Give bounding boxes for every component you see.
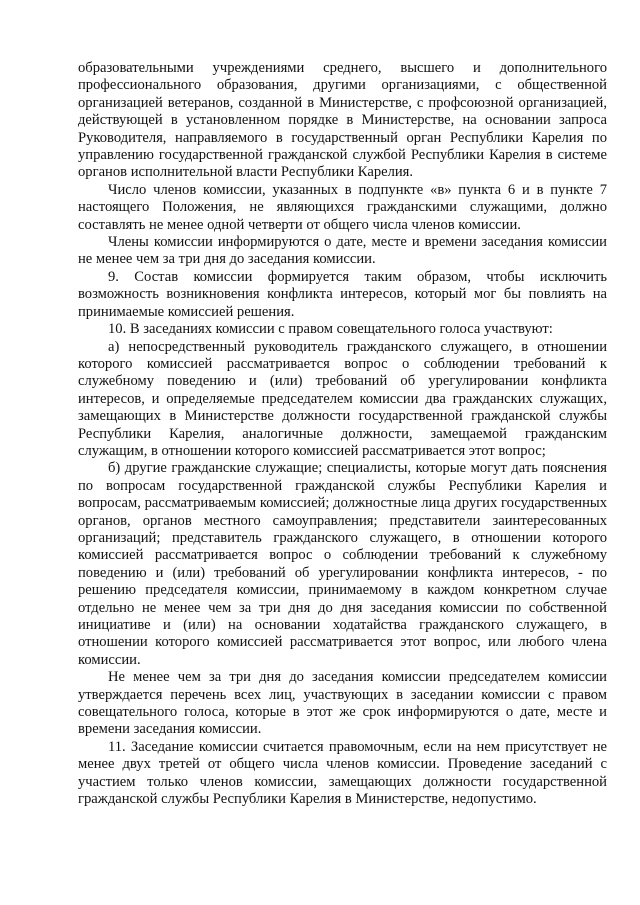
- paragraph-members-informed: Члены комиссии информируются о дате, месте и времени заседания комиссии не менее чем за три дня до заседания комиссии.: [78, 234, 607, 268]
- paragraph-item-10b: б) другие гражданские служащие; специалисты, которые могут дать пояснения по вопросам государственной гражданской службы Республики Карелия и вопросам, рассматриваемым комиссией; должностные лица других государственных органов, органов местного самоуправления; представители заинтересованных организаций; представитель гражданского служащего, в отношении которого комиссией рассматривается вопрос о соблюдении требований к служебному поведению и (или) требований об урегулировании конфликта интересов, - по решению председателя комиссии, принимаемому в каждом конкретном случае отдельно не менее чем за три дня до дня заседания комиссии по собственной инициативе и (или) на основании ходатайства гражданского служащего, в отношении которого комиссией рассматривается этот вопрос, или любого члена комиссии.: [78, 460, 607, 668]
- paragraph-item-9: 9. Состав комиссии формируется таким образом, чтобы исключить возможность возникновения конфликта интересов, который мог бы повлиять на принимаемые комиссией решения.: [78, 268, 607, 320]
- paragraph-item-10a: а) непосредственный руководитель гражданского служащего, в отношении которого комиссией рассматривается вопрос о соблюдении требований к служебному поведению и (или) требований об урегулировании конфликта интересов, и определяемые председателем комиссии два гражданских служащих, замещающих в Министерстве должности государственной гражданской службы Республики Карелия, аналогичные должности, замещаемой гражданским служащим, в отношении которого комиссией рассматривается этот вопрос;: [78, 338, 607, 459]
- paragraph-members-count: Число членов комиссии, указанных в подпункте «в» пункта 6 и в пункте 7 настоящего Положения, не являющихся гражданскими служащими, должно составлять не менее одной четверти от общего числа членов комиссии.: [78, 181, 607, 233]
- paragraph-continuation: образовательными учреждениями среднего, высшего и дополнительного профессионального образования, другими организациями, с общественной организацией ветеранов, созданной в Министерстве, с профсоюзной организацией, действующей в установленном порядке в Министерстве, на основании запроса Руководителя, направляемого в государственный орган Республики Карелия по управлению государственной гражданской службой Республики Карелия в системе органов исполнительной власти Республики Карелия.: [78, 60, 607, 181]
- paragraph-participants-list: Не менее чем за три дня до заседания комиссии председателем комиссии утверждается перечень всех лиц, участвующих в заседании комиссии с правом совещательного голоса, которые в этот же срок информируются о дате, месте и времени заседания комиссии.: [78, 669, 607, 738]
- paragraph-item-10: 10. В заседаниях комиссии с правом совещательного голоса участвуют:: [108, 321, 553, 338]
- paragraph-item-11: 11. Заседание комиссии считается правомочным, если на нем присутствует не менее двух третей от общего числа членов комиссии. Проведение заседаний с участием только членов комиссии, замещающих должности государственной гражданской службы Республики Карелия в Министерстве, недопустимо.: [78, 738, 607, 808]
- document-body: [78, 60, 607, 808]
